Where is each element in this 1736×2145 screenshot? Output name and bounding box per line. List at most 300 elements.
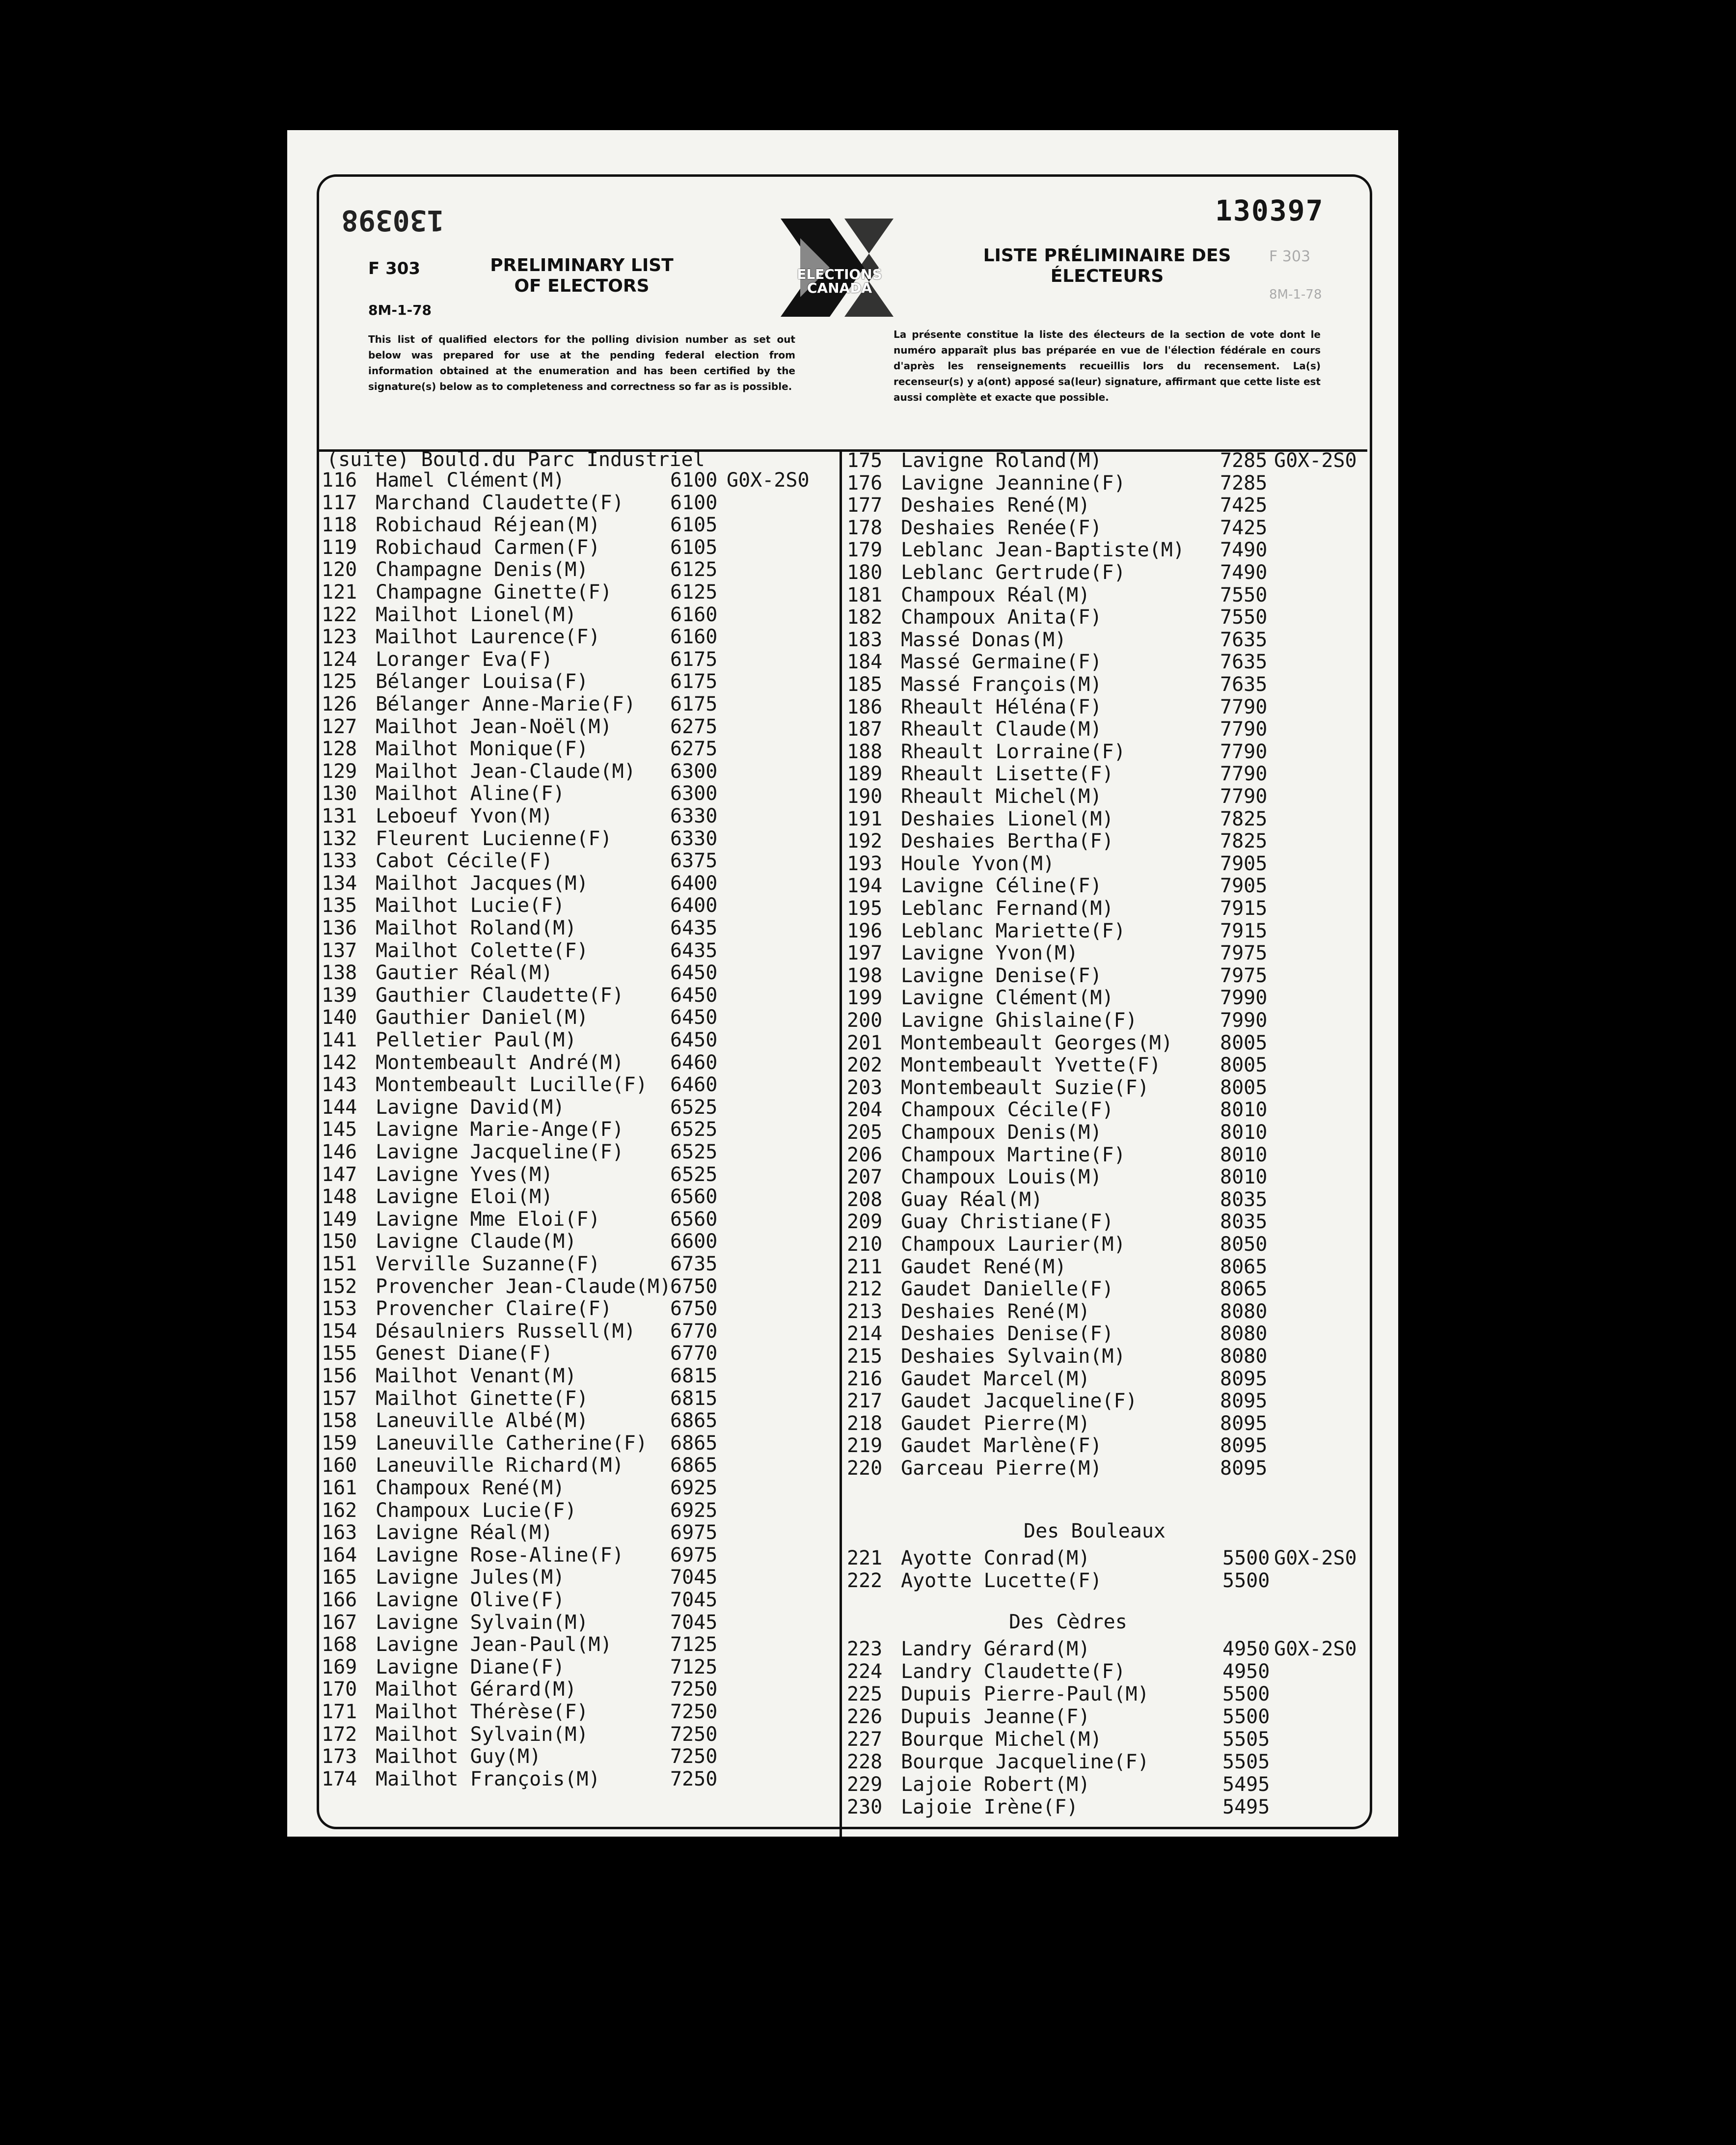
elector-entry (847, 964, 1102, 987)
civic-number: 6525 (670, 1118, 718, 1141)
elector-number: 150 (322, 1230, 357, 1253)
elector-entry (847, 1054, 1161, 1076)
elector-number: 213 (847, 1300, 883, 1323)
elector-name: Loranger Eva(F) (376, 648, 553, 671)
civic-number: 8035 (1220, 1210, 1268, 1234)
elector-number: 219 (847, 1434, 883, 1458)
civic-number: 6560 (670, 1208, 718, 1231)
elector-number: 180 (847, 561, 883, 584)
elector-number: 138 (322, 962, 357, 985)
elector-name: Montembeault Lucille(F) (376, 1073, 648, 1097)
civic-number: 6925 (670, 1499, 718, 1522)
elector-number: 143 (322, 1073, 357, 1097)
elector-number: 209 (847, 1210, 883, 1234)
form-date-ghost: 8M-1-78 (1269, 287, 1322, 302)
elector-entry (322, 1073, 648, 1096)
street-heading-cedres: Des Cèdres (1009, 1611, 1127, 1633)
elector-name: Champoux Louis(M) (901, 1166, 1102, 1189)
elector-entry (847, 584, 1090, 606)
elector-entry (322, 1656, 565, 1678)
elector-entry (322, 1544, 624, 1567)
elector-number: 184 (847, 651, 883, 674)
civic-number: 7990 (1220, 1009, 1268, 1032)
elector-name: Champagne Ginette(F) (376, 581, 612, 604)
elector-name: Laneuville Albé(M) (376, 1409, 589, 1432)
elector-name: Leblanc Mariette(F) (901, 919, 1126, 942)
elector-name: Lavigne Sylvain(M) (376, 1611, 589, 1634)
elector-name: Laneuville Catherine(F) (376, 1431, 648, 1455)
elector-name: Rheault Claude(M) (901, 718, 1102, 741)
elector-name: Pelletier Paul(M) (376, 1029, 577, 1051)
civic-number: 7550 (1220, 583, 1268, 606)
elector-name: Lavigne Yvon(M) (901, 942, 1079, 965)
elector-number: 189 (847, 763, 883, 786)
elector-entry (322, 1275, 671, 1298)
elector-number: 121 (322, 581, 357, 604)
elector-entry (322, 917, 576, 939)
elector-entry (847, 875, 1102, 897)
elector-entry (322, 1678, 576, 1701)
elector-entry (847, 1660, 1126, 1683)
civic-number: 6160 (670, 626, 718, 649)
elector-name: Mailhot Gérard(M) (376, 1678, 577, 1701)
elector-entry (847, 696, 1102, 718)
elector-name: Landry Claudette(F) (901, 1660, 1126, 1683)
civic-number: 8050 (1220, 1233, 1268, 1256)
elector-name: Gaudet Marcel(M) (901, 1367, 1090, 1390)
civic-number: 6275 (670, 715, 718, 738)
civic-number: 6750 (670, 1297, 718, 1320)
elector-entry (847, 449, 1102, 472)
elector-number: 168 (322, 1633, 357, 1656)
elector-name: Mailhot Guy(M) (376, 1745, 542, 1768)
elector-name: Deshaies Denise(F) (901, 1322, 1114, 1346)
elector-number: 126 (322, 693, 357, 715)
civic-number: 6275 (670, 738, 718, 761)
civic-number: 6100 (670, 491, 718, 514)
civic-number: 6975 (670, 1521, 718, 1544)
elector-entry (322, 626, 600, 648)
elector-number: 146 (322, 1141, 357, 1163)
civic-number: 7550 (1220, 606, 1268, 629)
street-heading-bouleaux: Des Bouleaux (1024, 1520, 1166, 1542)
elector-entry (847, 741, 1126, 763)
elector-name: Deshaies Sylvain(M) (901, 1345, 1126, 1368)
elector-name: Dupuis Jeanne(F) (901, 1705, 1090, 1728)
civic-number: 8010 (1220, 1143, 1268, 1166)
elector-number: 220 (847, 1457, 883, 1480)
civic-number: 5505 (1222, 1728, 1270, 1751)
elector-name: Leblanc Fernand(M) (901, 897, 1114, 920)
civic-number: 6815 (670, 1387, 718, 1410)
civic-number: 7905 (1220, 875, 1268, 898)
elector-number: 144 (322, 1096, 357, 1119)
elector-number: 160 (322, 1454, 357, 1477)
column-divider (840, 449, 842, 1837)
civic-number: 6560 (670, 1185, 718, 1209)
elector-entry (322, 1297, 612, 1320)
elector-name: Cabot Cécile(F) (376, 850, 553, 873)
civic-number: 7250 (670, 1701, 718, 1723)
elector-number: 125 (322, 670, 357, 693)
elector-number: 164 (322, 1543, 357, 1567)
civic-number: 6435 (670, 917, 718, 939)
elector-number: 202 (847, 1054, 883, 1077)
elector-entry (322, 984, 624, 1007)
form-code: F 303 (368, 259, 421, 278)
elector-entry (322, 1096, 565, 1119)
civic-number: 6865 (670, 1409, 718, 1432)
elector-name: Champoux René(M) (376, 1477, 565, 1499)
civic-number: 7990 (1220, 987, 1268, 1010)
elector-name: Lajoie Irène(F) (901, 1796, 1079, 1818)
elector-number: 149 (322, 1208, 357, 1231)
civic-number: 6735 (670, 1253, 718, 1275)
elector-entry (322, 738, 588, 760)
civic-number: 7635 (1220, 673, 1268, 696)
elector-name: Mailhot Jean-Noël(M) (376, 715, 612, 738)
elector-number: 117 (322, 491, 357, 514)
elector-entry (322, 1208, 600, 1231)
elector-name: Guay Christiane(F) (901, 1210, 1114, 1234)
elector-entry (322, 1589, 565, 1611)
elector-name: Montembeault Suzie(F) (901, 1076, 1149, 1099)
elector-number: 200 (847, 1009, 883, 1032)
elector-entry (847, 1233, 1126, 1256)
civic-number: 5505 (1222, 1751, 1270, 1773)
elector-name: Champoux Lucie(F) (376, 1499, 577, 1522)
elector-name: Mailhot Ginette(F) (376, 1387, 589, 1410)
elector-name: Gaudet Danielle(F) (901, 1278, 1114, 1301)
elector-number: 198 (847, 964, 883, 987)
civic-number: 6450 (670, 962, 718, 985)
elector-name: Ayotte Conrad(M) (901, 1547, 1090, 1569)
elector-number: 147 (322, 1163, 357, 1186)
elector-entry (322, 1253, 600, 1275)
civic-number: 6600 (670, 1230, 718, 1253)
civic-number: 6865 (670, 1454, 718, 1477)
civic-number: 7905 (1220, 852, 1268, 875)
elector-name: Lavigne Eloi(M) (376, 1185, 553, 1209)
form-code-ghost: F 303 (1269, 248, 1311, 265)
civic-number: 6125 (670, 558, 718, 581)
civic-number: 7790 (1220, 718, 1268, 741)
elector-name: Champoux Réal(M) (901, 583, 1090, 606)
elector-name: Mailhot Roland(M) (376, 917, 577, 939)
elector-number: 183 (847, 628, 883, 651)
elector-entry (322, 1141, 624, 1163)
elector-number: 135 (322, 894, 357, 917)
elector-name: Gauthier Daniel(M) (376, 1006, 589, 1029)
elector-number: 179 (847, 539, 883, 562)
elector-entry (847, 472, 1126, 495)
elector-number: 201 (847, 1031, 883, 1054)
elector-entry (847, 517, 1102, 539)
civic-number: 6300 (670, 782, 718, 805)
elector-name: Lavigne Jacqueline(F) (376, 1141, 624, 1163)
elector-name: Deshaies Lionel(M) (901, 807, 1114, 830)
elector-entry (847, 1638, 1090, 1660)
elector-name: Gautier Réal(M) (376, 962, 553, 985)
civic-number: 6450 (670, 984, 718, 1007)
elector-name: Lajoie Robert(M) (901, 1773, 1090, 1796)
elector-entry (322, 1745, 541, 1768)
civic-number: 7825 (1220, 807, 1268, 830)
civic-number: 8005 (1220, 1054, 1268, 1077)
elector-number: 215 (847, 1345, 883, 1368)
elector-entry (847, 1121, 1102, 1144)
elector-entry (847, 1256, 1066, 1278)
elector-entry (847, 1796, 1078, 1818)
elector-number: 228 (847, 1751, 883, 1773)
elector-number: 161 (322, 1477, 357, 1499)
elector-entry (322, 1118, 624, 1141)
elector-number: 223 (847, 1638, 883, 1660)
elector-number: 116 (322, 469, 357, 492)
civic-number: 6400 (670, 894, 718, 917)
civic-number: 6160 (670, 603, 718, 626)
elector-name: Genest Diane(F) (376, 1342, 553, 1365)
elector-entry (322, 962, 553, 984)
elector-name: Lavigne Yves(M) (376, 1163, 553, 1186)
elector-number: 158 (322, 1409, 357, 1432)
civic-number: 6400 (670, 872, 718, 895)
elector-number: 132 (322, 827, 357, 850)
civic-number: 8065 (1220, 1278, 1268, 1301)
civic-number: 6175 (670, 693, 718, 715)
elector-number: 174 (322, 1767, 357, 1790)
elector-name: Hamel Clément(M) (376, 469, 565, 492)
postal-code: G0X-2S0 (727, 469, 810, 492)
elector-name: Bourque Jacqueline(F) (901, 1751, 1149, 1773)
elector-name: Rheault Lorraine(F) (901, 740, 1126, 763)
form-date: 8M-1-78 (368, 302, 432, 318)
elector-name: Bélanger Anne-Marie(F) (376, 693, 636, 715)
elector-name: Lavigne Jeannine(F) (901, 471, 1126, 495)
postal-code: G0X-2S0 (1274, 1547, 1357, 1569)
civic-number: 8035 (1220, 1188, 1268, 1211)
civic-number: 8005 (1220, 1076, 1268, 1099)
elector-name: Lavigne Marie-Ange(F) (376, 1118, 624, 1141)
elector-name: Mailhot Monique(F) (376, 738, 589, 761)
elector-entry (322, 1051, 624, 1074)
elector-number: 131 (322, 805, 357, 827)
elector-number: 156 (322, 1365, 357, 1387)
elector-number: 165 (322, 1566, 357, 1589)
elector-entry (847, 1434, 1102, 1457)
elector-entry (847, 1390, 1138, 1412)
elector-entry (322, 492, 624, 514)
civic-number: 7125 (670, 1655, 718, 1678)
civic-number: 4950 (1222, 1638, 1270, 1660)
civic-number: 7790 (1220, 740, 1268, 763)
elector-name: Mailhot François(M) (376, 1767, 600, 1790)
elector-entry (847, 897, 1113, 920)
civic-number: 6815 (670, 1365, 718, 1387)
civic-number: 7425 (1220, 516, 1268, 539)
elector-entry (322, 1365, 576, 1387)
elector-name: Gauthier Claudette(F) (376, 984, 624, 1007)
elector-entry (322, 1006, 588, 1029)
elector-entry (847, 942, 1078, 964)
elector-number: 214 (847, 1322, 883, 1346)
elector-number: 153 (322, 1297, 357, 1320)
civic-number: 6525 (670, 1096, 718, 1119)
elector-number: 152 (322, 1275, 357, 1298)
elector-name: Mailhot Lucie(F) (376, 894, 565, 917)
civic-number: 6460 (670, 1073, 718, 1097)
elector-entry (322, 1387, 588, 1410)
elector-entry (847, 1569, 1102, 1592)
civic-number: 7915 (1220, 897, 1268, 920)
elector-number: 191 (847, 807, 883, 830)
elector-entry (847, 785, 1102, 808)
civic-number: 6100 (670, 469, 718, 492)
elector-name: Mailhot Sylvain(M) (376, 1723, 589, 1746)
elector-name: Lavigne Diane(F) (376, 1655, 565, 1678)
elector-name: Lavigne Ghislaine(F) (901, 1009, 1138, 1032)
elector-number: 208 (847, 1188, 883, 1211)
civic-number: 6375 (670, 850, 718, 873)
elector-number: 177 (847, 494, 883, 517)
civic-number: 7250 (670, 1767, 718, 1790)
civic-number: 5500 (1222, 1683, 1270, 1705)
elector-entry (322, 1230, 576, 1253)
elector-name: Mailhot Jean-Claude(M) (376, 760, 636, 783)
elector-entry (322, 1633, 612, 1656)
elector-name: Mailhot Thérèse(F) (376, 1701, 589, 1723)
elector-name: Champagne Denis(M) (376, 558, 589, 581)
elector-entry (322, 1499, 576, 1522)
civic-number: 7045 (670, 1611, 718, 1634)
elector-entry (847, 763, 1113, 785)
elector-entry (322, 1611, 588, 1634)
elector-name: Lavigne Mme Eloi(F) (376, 1208, 600, 1231)
elector-entry (847, 1009, 1138, 1032)
elector-name: Guay Réal(M) (901, 1188, 1043, 1211)
elector-entry (847, 1773, 1090, 1796)
elector-number: 217 (847, 1390, 883, 1413)
elector-name: Laneuville Richard(M) (376, 1454, 624, 1477)
elector-name: Lavigne Jean-Paul(M) (376, 1633, 612, 1656)
elector-number: 137 (322, 939, 357, 962)
elector-number: 186 (847, 695, 883, 718)
elector-entry (847, 606, 1102, 629)
elector-number: 154 (322, 1320, 357, 1343)
civic-number: 6105 (670, 536, 718, 559)
elector-entry (847, 1076, 1149, 1099)
elector-number: 136 (322, 917, 357, 939)
elector-name: Dupuis Pierre-Paul(M) (901, 1683, 1149, 1705)
elector-entry (847, 673, 1102, 696)
elector-entry (847, 651, 1102, 673)
elector-number: 166 (322, 1589, 357, 1611)
elector-entry (322, 670, 588, 693)
elector-entry (847, 1278, 1113, 1300)
elector-entry (322, 1342, 553, 1365)
elector-entry (847, 1210, 1113, 1233)
elector-number: 123 (322, 626, 357, 649)
civic-number: 6750 (670, 1275, 718, 1298)
civic-number: 6330 (670, 827, 718, 850)
civic-number: 8095 (1220, 1412, 1268, 1435)
civic-number: 8095 (1220, 1390, 1268, 1413)
civic-number: 7635 (1220, 628, 1268, 651)
civic-number: 8095 (1220, 1367, 1268, 1390)
elector-entry (322, 469, 565, 492)
elector-entry (847, 1705, 1090, 1728)
elector-entry (847, 1099, 1113, 1121)
elector-entry (847, 1032, 1173, 1054)
civic-number: 6925 (670, 1477, 718, 1499)
elector-name: Gaudet Pierre(M) (901, 1412, 1090, 1435)
civic-number: 6175 (670, 670, 718, 693)
elector-number: 159 (322, 1431, 357, 1455)
elector-name: Lavigne Denise(F) (901, 964, 1102, 987)
elector-name: Lavigne Clément(M) (901, 987, 1114, 1010)
elector-entry (322, 1723, 588, 1746)
elector-entry (847, 1144, 1126, 1166)
elector-number: 124 (322, 648, 357, 671)
elector-number: 169 (322, 1655, 357, 1678)
civic-number: 7490 (1220, 539, 1268, 562)
civic-number: 5500 (1222, 1547, 1270, 1569)
civic-number: 5500 (1222, 1569, 1270, 1592)
civic-number: 7490 (1220, 561, 1268, 584)
elector-number: 163 (322, 1521, 357, 1544)
elector-number: 194 (847, 875, 883, 898)
civic-number: 7790 (1220, 763, 1268, 786)
elector-name: Rheault Héléna(F) (901, 695, 1102, 718)
street-heading-left: (suite) Bould.du Parc Industriel (326, 448, 705, 471)
civic-number: 8010 (1220, 1099, 1268, 1122)
elector-number: 120 (322, 558, 357, 581)
elector-number: 188 (847, 740, 883, 763)
civic-number: 7790 (1220, 785, 1268, 808)
elector-number: 157 (322, 1387, 357, 1410)
elector-entry (322, 805, 553, 827)
elector-name: Provencher Claire(F) (376, 1297, 612, 1320)
elector-name: Montembeault André(M) (376, 1051, 624, 1074)
civic-number: 6300 (670, 760, 718, 783)
elector-entry (847, 494, 1090, 517)
logo-caption: ELECTIONS CANADA (797, 266, 882, 296)
elector-number: 118 (322, 514, 357, 537)
elector-name: Ayotte Lucette(F) (901, 1569, 1102, 1592)
elector-number: 175 (847, 449, 883, 472)
elector-entry (322, 1454, 624, 1477)
civic-number: 6460 (670, 1051, 718, 1074)
elector-number: 140 (322, 1006, 357, 1029)
civic-number: 6175 (670, 648, 718, 671)
elector-name: Deshaies Bertha(F) (901, 830, 1114, 853)
elector-name: Robichaud Carmen(F) (376, 536, 600, 559)
civic-number: 5495 (1222, 1796, 1270, 1818)
civic-number: 8080 (1220, 1322, 1268, 1346)
elector-name: Provencher Jean-Claude(M) (376, 1275, 672, 1298)
elector-number: 162 (322, 1499, 357, 1522)
elector-name: Bourque Michel(M) (901, 1728, 1102, 1751)
civic-number: 8065 (1220, 1255, 1268, 1278)
postal-code: G0X-2S0 (1274, 449, 1357, 472)
elector-name: Rheault Michel(M) (901, 785, 1102, 808)
elector-name: Lavigne Rose-Aline(F) (376, 1543, 624, 1567)
elector-number: 142 (322, 1051, 357, 1074)
elector-name: Verville Suzanne(F) (376, 1253, 600, 1275)
elector-entry (847, 808, 1113, 830)
elector-entry (847, 1368, 1090, 1390)
elector-entry (847, 852, 1055, 875)
